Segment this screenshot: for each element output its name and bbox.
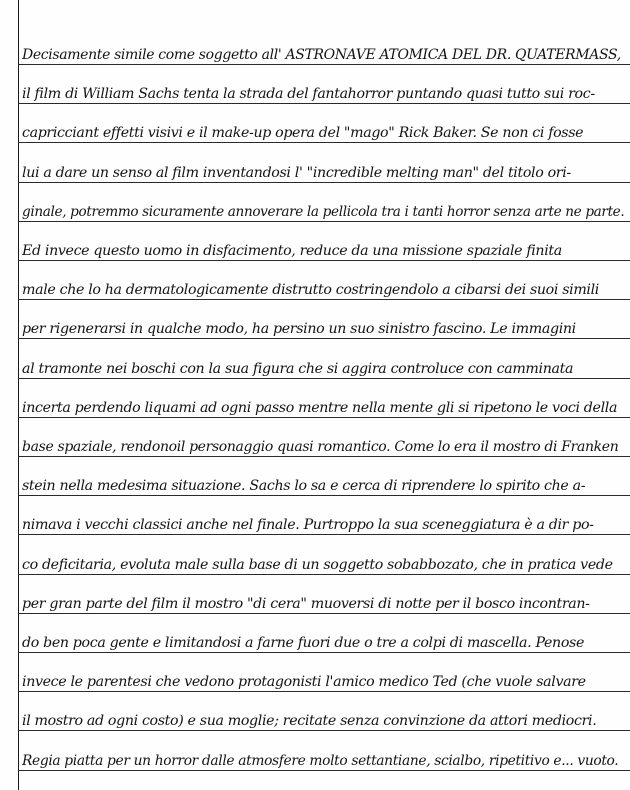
text-line: ginale, potremmo sicuramente annoverare la pellicola tra i tanti horror senza arte ne parte.: [22, 203, 625, 220]
text-line: capricciant effetti visivi e il make-up opera del "mago" Rick Baker. Se non ci fosse: [22, 125, 584, 142]
text-line: il mostro ad ogni costo) e sua moglie; recitate senza convinzione da attori mediocri.: [22, 713, 597, 730]
text-line: Regia piatta per un horror dalle atmosfere molto settantiane, scialbo, ripetitivo e... vuoto.: [22, 752, 619, 769]
text-line: stein nella medesima situazione. Sachs lo sa e cerca di riprendere lo spirito che a-: [22, 478, 586, 495]
text-line: al tramonte nei boschi con la sua figura che si aggira controluce con camminata: [22, 360, 574, 377]
text-line: do ben poca gente e limitandosi a farne fuori due o tre a colpi di mascella. Penose: [22, 635, 585, 651]
text-line: Decisamente simile come soggetto all' ASTRONAVE ATOMICA DEL DR. QUATERMASS,: [22, 47, 621, 63]
text-line: co deficitaria, evoluta male sulla base di un soggetto sobabbozato, che in pratica vede: [22, 556, 613, 573]
text-line: incerta perdendo liquami ad ogni passo mentre nella mente gli si ripetono le voci della: [22, 399, 618, 416]
text-line: Ed invece questo uomo in disfacimento, reduce da una missione spaziale finita: [22, 243, 562, 259]
text-line: lui a dare un senso al film inventandosi l' "incredible melting man" del titolo ori-: [22, 164, 571, 181]
text-line: nimava i vecchi classici anche nel finale. Purtroppo la sua sceneggiatura è a dir po-: [22, 517, 594, 534]
margin-rule: [18, 0, 19, 790]
text-line: per rigenerarsi in qualche modo, ha persino un suo sinistro fascino. Le immagini: [22, 321, 576, 338]
text-line: male che lo ha dermatologicamente distrutto costringendolo a cibarsi dei suoi simili: [22, 282, 599, 299]
text-line: base spaziale, rendonoil personaggio quasi romantico. Come lo era il mostro di Franken: [22, 439, 619, 455]
text-line: per gran parte del film il mostro "di cera" muoversi di notte per il bosco incontran-: [22, 595, 590, 612]
text-line: il film di William Sachs tenta la strada del fantahorror puntando quasi tutto sui roc-: [22, 86, 595, 103]
text-line: invece le parentesi che vedono protagonisti l'amico medico Ted (che vuole salvare: [22, 674, 586, 691]
